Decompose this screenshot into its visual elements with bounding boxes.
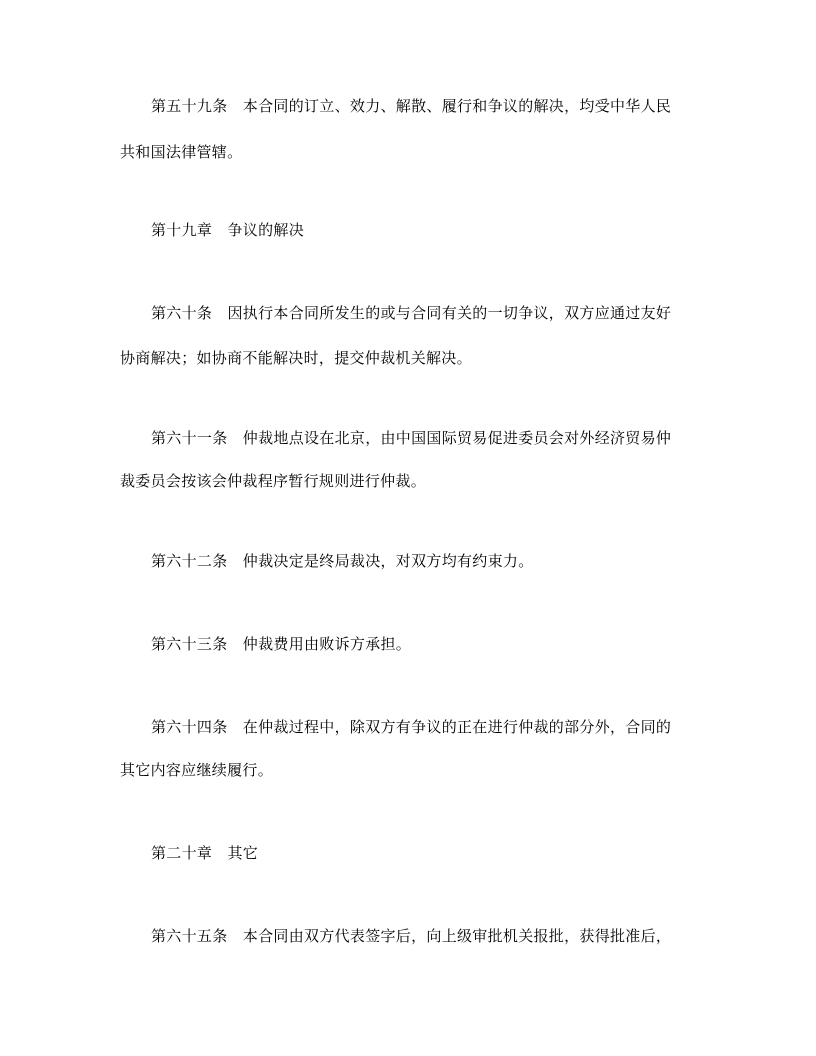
article-60-line-1: 第六十条 因执行本合同所发生的或与合同有关的一切争议，双方应通过友好 bbox=[151, 304, 672, 322]
article-62-line-1: 第六十二条 仲裁决定是终局裁决，对双方均有约束力。 bbox=[151, 552, 534, 570]
article-64-line-2: 其它内容应继续履行。 bbox=[120, 761, 274, 779]
chapter-19-heading: 第十九章 争议的解决 bbox=[151, 221, 305, 239]
article-64-line-1: 第六十四条 在仲裁过程中，除双方有争议的正在进行仲裁的部分外，合同的 bbox=[151, 718, 672, 736]
article-59-line-1: 第五十九条 本合同的订立、效力、解散、履行和争议的解决，均受中华人民 bbox=[151, 97, 672, 115]
article-63-line-1: 第六十三条 仲裁费用由败诉方承担。 bbox=[151, 635, 412, 653]
article-59-line-2: 共和国法律管辖。 bbox=[120, 143, 243, 161]
article-65-line-1: 第六十五条 本合同由双方代表签字后，向上级审批机关报批，获得批准后， bbox=[151, 927, 672, 945]
article-60-line-2: 协商解决；如协商不能解决时，提交仲裁机关解决。 bbox=[120, 349, 472, 367]
article-61-line-2: 裁委员会按该会仲裁程序暂行规则进行仲裁。 bbox=[120, 472, 427, 490]
article-61-line-1: 第六十一条 仲裁地点设在北京，由中国国际贸易促进委员会对外经济贸易仲 bbox=[151, 429, 672, 447]
chapter-20-heading: 第二十章 其它 bbox=[151, 844, 259, 862]
